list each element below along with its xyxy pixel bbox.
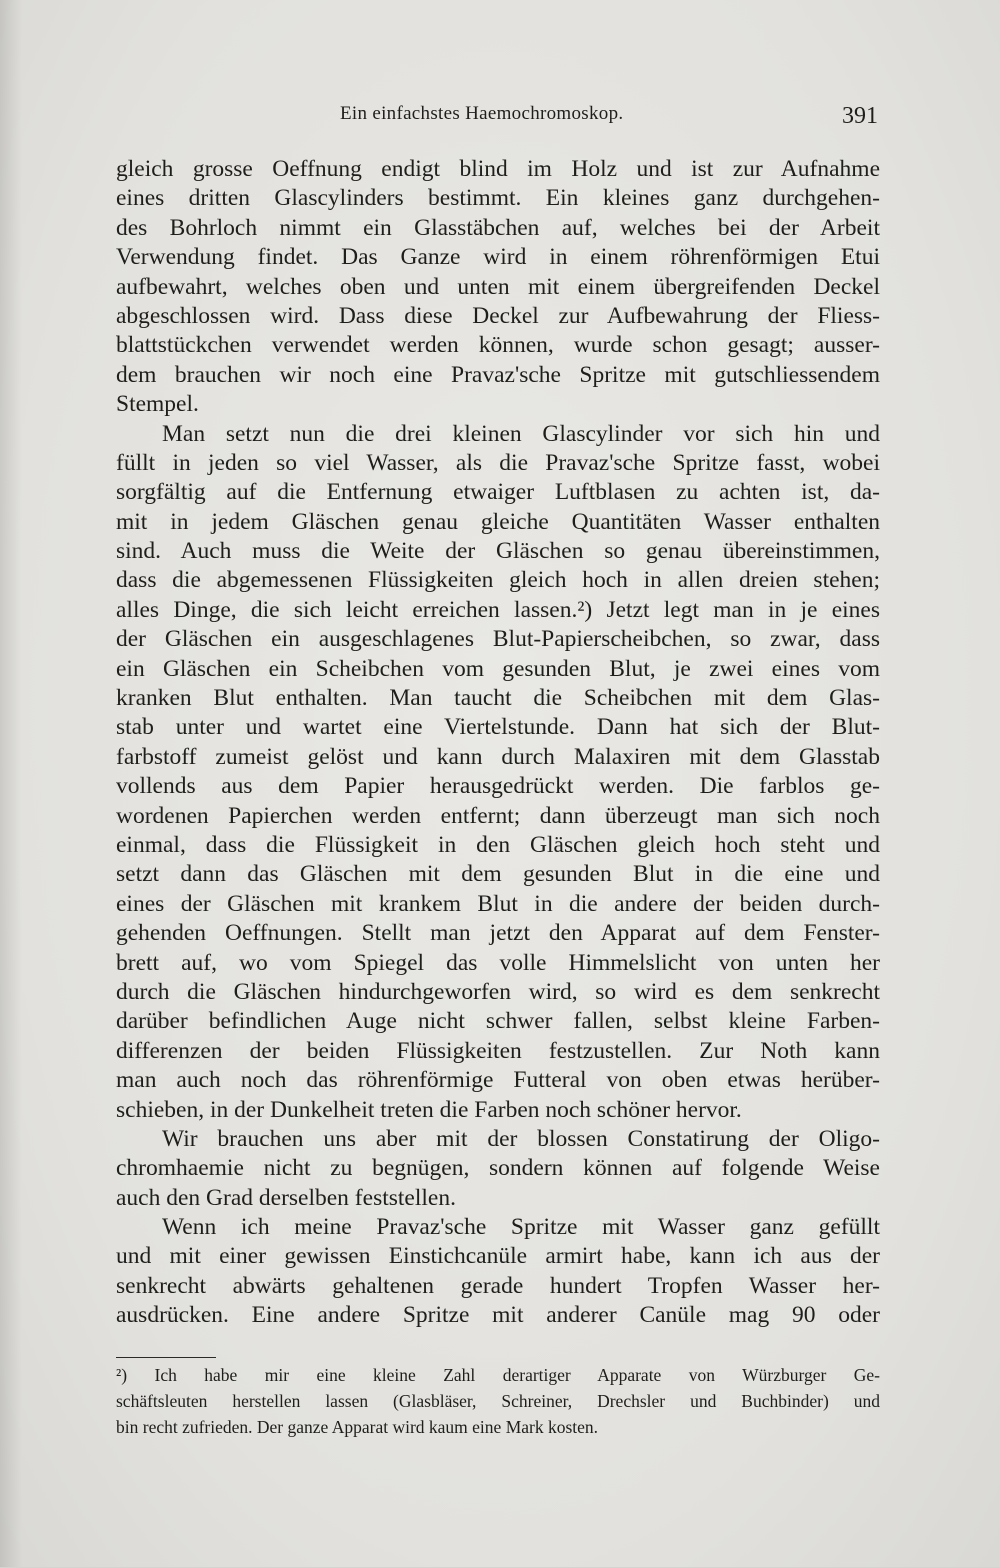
body-line: sorgfältig auf die Entfernung etwaiger Luftblasen zu achten ist, da-: [116, 479, 880, 506]
body-line: setzt dann das Gläschen mit dem gesunden Blut in die eine und: [116, 861, 880, 888]
body-line: alles Dinge, die sich leicht erreichen lassen.²) Jetzt legt man in je eines: [116, 596, 880, 623]
body-line: eines dritten Glascylinders bestimmt. Ein kleines ganz durchgehen-: [116, 185, 880, 212]
body-line: des Bohrloch nimmt ein Glasstäbchen auf, welches bei der Arbeit: [116, 214, 880, 241]
body-line: Stempel.: [116, 391, 199, 418]
body-line: eines der Gläschen mit krankem Blut in die andere der beiden durch-: [116, 890, 880, 917]
paragraph-first-line: Man setzt nun die drei kleinen Glascylinder vor sich hin und: [162, 420, 880, 447]
body-line: gleich grosse Oeffnung endigt blind im Holz und ist zur Aufnahme: [116, 156, 880, 182]
body-line: sind. Auch muss die Weite der Gläschen so genau übereinstimmen,: [116, 538, 880, 565]
body-line: differenzen der beiden Flüssigkeiten festzustellen. Zur Noth kann: [116, 1037, 880, 1064]
paragraph-first-line: Wenn ich meine Pravaz'sche Spritze mit Wasser ganz gefüllt: [162, 1214, 880, 1241]
body-line: schieben, in der Dunkelheit treten die Farben noch schöner hervor.: [116, 1096, 742, 1123]
body-line: auch den Grad derselben feststellen.: [116, 1184, 456, 1211]
body-line: durch die Gläschen hindurchgeworfen wird, so wird es dem senkrecht: [116, 978, 880, 1005]
body-line: brett auf, wo vom Spiegel das volle Himmelslicht von unten her: [116, 949, 880, 976]
body-line: chromhaemie nicht zu begnügen, sondern können auf folgende Weise: [116, 1155, 880, 1182]
body-line: wordenen Papierchen werden entfernt; dann überzeugt man sich noch: [116, 802, 880, 829]
body-line: dem brauchen wir noch eine Pravaz'sche Spritze mit gutschliessendem: [116, 361, 880, 388]
body-line: kranken Blut enthalten. Man taucht die Scheibchen mit dem Glas-: [116, 685, 880, 712]
gutter-shadow: [0, 0, 22, 1567]
footnote-line: bin recht zufrieden. Der ganze Apparat wird kaum eine Mark kosten.: [116, 1417, 599, 1437]
running-head: Ein einfachstes Haemochromoskop.: [340, 103, 624, 124]
footnote-line: schäftsleuten herstellen lassen (Glasbläser, Schreiner, Drechsler und Buchbinder) und: [116, 1391, 880, 1411]
body-line: stab unter und wartet eine Viertelstunde. Dann hat sich der Blut-: [116, 714, 880, 741]
body-line: der Gläschen ein ausgeschlagenes Blut-Papierscheibchen, so zwar, dass: [116, 626, 880, 653]
body-line: und mit einer gewissen Einstichcanüle armirt habe, kann ich aus der: [116, 1243, 880, 1270]
body-line: ausdrücken. Eine andere Spritze mit anderer Canüle mag 90 oder: [116, 1302, 880, 1329]
body-line: ein Gläschen ein Scheibchen vom gesunden Blut, je zwei eines vom: [116, 655, 880, 682]
body-line: dass die abgemessenen Flüssigkeiten gleich hoch in allen dreien stehen;: [116, 567, 880, 594]
body-line: abgeschlossen wird. Dass diese Deckel zur Aufbewahrung der Fliess-: [116, 302, 880, 329]
paragraph-first-line: Wir brauchen uns aber mit der blossen Constatirung der Oligo-: [162, 1125, 880, 1152]
footnotes: [116, 1362, 880, 1440]
body-line: senkrecht abwärts gehaltenen gerade hundert Tropfen Wasser her-: [116, 1272, 880, 1299]
body-line: vollends aus dem Papier herausgedrückt werden. Die farblos ge-: [116, 773, 880, 800]
body-line: darüber befindlichen Auge nicht schwer fallen, selbst kleine Farben-: [116, 1008, 880, 1035]
body-line: aufbewahrt, welches oben und unten mit einem übergreifenden Deckel: [116, 273, 880, 300]
body-line: blattstückchen verwendet werden können, wurde schon gesagt; ausser-: [116, 332, 880, 359]
body-line: mit in jedem Gläschen genau gleiche Quantitäten Wasser enthalten: [116, 508, 880, 535]
body-line: einmal, dass die Flüssigkeit in den Gläschen gleich hoch steht und: [116, 831, 880, 858]
footnote-rule: [116, 1357, 216, 1358]
page-number: 391: [842, 103, 878, 129]
body-text: [116, 155, 880, 1331]
body-line: man auch noch das röhrenförmige Futteral von oben etwas herüber-: [116, 1067, 880, 1094]
footnote-line: ²) Ich habe mir eine kleine Zahl derartiger Apparate von Würzburger Ge-: [116, 1365, 880, 1385]
body-line: Verwendung findet. Das Ganze wird in einem röhrenförmigen Etui: [116, 244, 880, 271]
body-line: farbstoff zumeist gelöst und kann durch Malaxiren mit dem Glasstab: [116, 743, 880, 770]
body-line: füllt in jeden so viel Wasser, als die Pravaz'sche Spritze fasst, wobei: [116, 449, 880, 476]
body-line: gehenden Oeffnungen. Stellt man jetzt den Apparat auf dem Fenster-: [116, 920, 880, 947]
